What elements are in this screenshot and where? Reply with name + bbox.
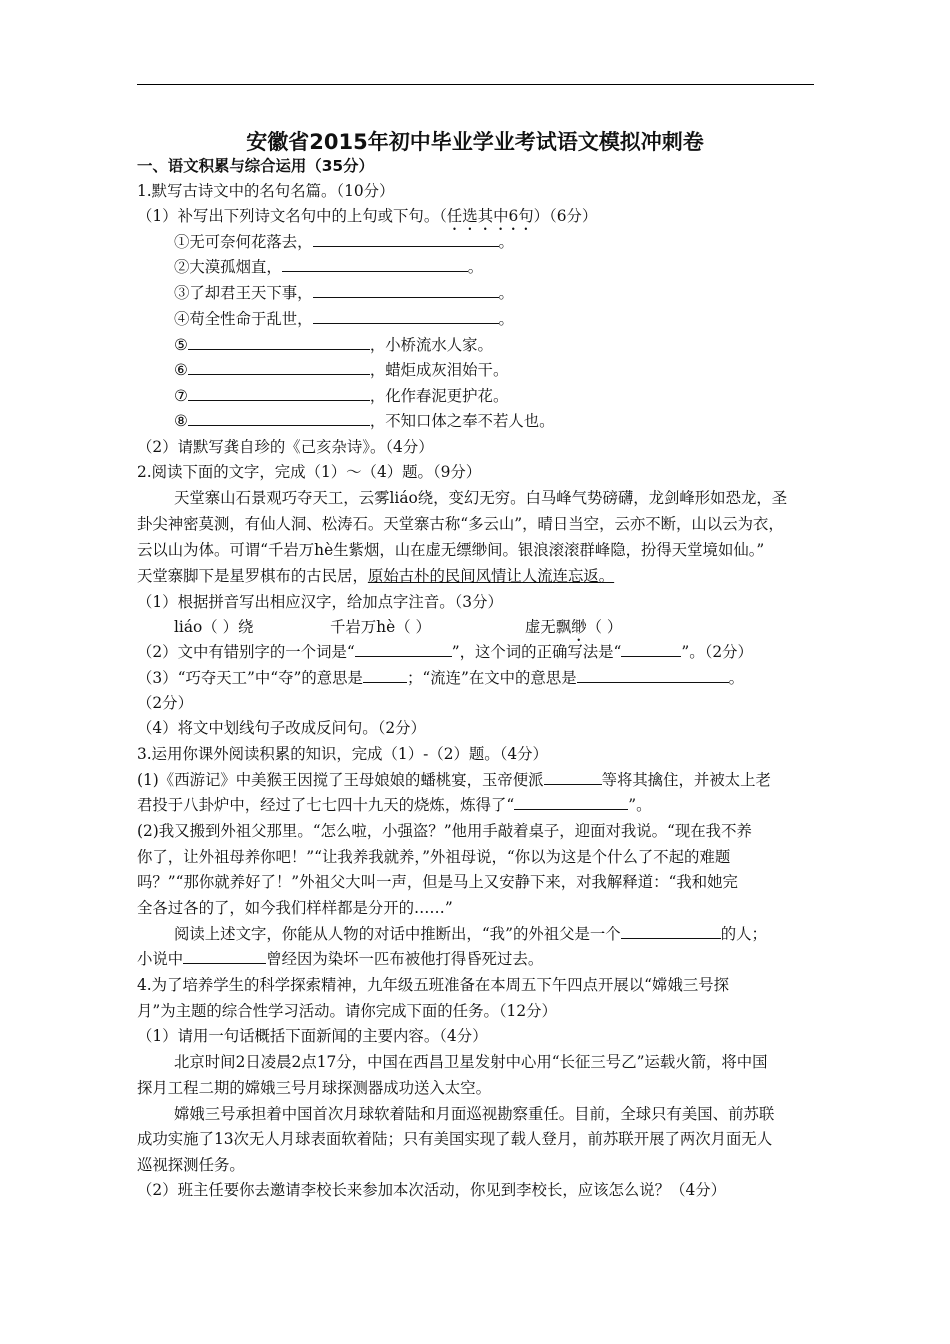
item-end: ，小桥流水人家。 <box>369 336 493 354</box>
answer-blank[interactable] <box>621 642 681 657</box>
pinyin-item-3 <box>525 618 622 636</box>
pinyin-row <box>174 617 622 645</box>
news-line: 巡视探测任务。 <box>137 1156 245 1174</box>
item-end: （ ） <box>586 618 623 636</box>
q3-part-2-question <box>174 924 767 944</box>
question-1-stem: 1.默写古诗文中的名句名篇。（10分） <box>137 182 395 200</box>
item-end: ，化作春泥更护花。 <box>369 387 509 405</box>
passage-line <box>137 566 614 586</box>
question-4-part-2: （2）班主任要你去邀请李校长来参加本次活动，你见到李校长，应该怎么说？（4分） <box>137 1181 727 1199</box>
item-end: 。 <box>498 233 514 251</box>
answer-blank[interactable] <box>621 924 721 939</box>
item-text: 等将其擒住，并被太上老 <box>601 771 771 789</box>
item-text: ”，这个词的正确写法是“ <box>451 643 622 661</box>
question-2-part-2 <box>137 642 753 662</box>
answer-blank[interactable] <box>282 257 468 272</box>
item-text: ①无可奈何花落去， <box>174 233 313 251</box>
answer-blank[interactable] <box>577 668 729 683</box>
item-text: 虚无飘 <box>525 618 572 636</box>
page-title: 安徽省2015年初中毕业学业考试语文模拟冲刺卷 <box>246 130 704 154</box>
q1-p1-emphasis: 任选其中6句 <box>446 207 534 225</box>
q1-item-5 <box>174 335 493 355</box>
item-text: ③了却君王天下事， <box>174 284 313 302</box>
passage-text: 天堂寨脚下是星罗棋布的古民居， <box>137 567 368 585</box>
question-1-part-2: （2）请默写龚自珍的《己亥杂诗》。（4分） <box>137 438 434 456</box>
item-end: 曾经因为染坏一匹布被他打得昏死过去。 <box>266 950 544 968</box>
passage-line: 卦尖神密莫测，有仙人洞、松涛石。天堂寨古称“多云山”，晴日当空，云亦不断，山以云为衣， <box>137 515 784 533</box>
section-heading: 一、语文积累与综合运用（35分） <box>137 157 374 175</box>
q3-part-2-line: 全各过各的了，如今我们样样都是分开的……” <box>137 899 453 917</box>
answer-blank[interactable] <box>313 232 499 247</box>
answer-blank[interactable] <box>544 770 602 785</box>
answer-blank[interactable] <box>363 668 407 683</box>
answer-blank[interactable] <box>188 335 370 350</box>
passage-line: 天堂寨山石景观巧夺天工，云雾liáo绕，变幻无穷。白马峰气势磅礴，龙剑峰形如恐龙，圣 <box>174 489 788 507</box>
q1-item-8 <box>174 411 555 431</box>
pinyin-item-1: liáo（ ）绕 <box>174 618 254 636</box>
answer-blank[interactable] <box>188 411 370 426</box>
question-4-part-1: （1）请用一句话概括下面新闻的主要内容。（4分） <box>137 1027 488 1045</box>
item-end: 。 <box>467 258 484 276</box>
question-2-part-3 <box>137 668 744 688</box>
item-text: (1)《西游记》中美猴王因搅了王母娘娘的蟠桃宴，玉帝便派 <box>137 771 544 789</box>
item-text: 君投于八卦炉中，经过了七七四十九天的烧炼，炼得了“ <box>137 796 515 814</box>
item-text: ⑥ <box>174 361 188 379</box>
question-1-part-1 <box>137 206 597 234</box>
question-2-part-3-score: （2分） <box>137 694 193 712</box>
q1-p1-text: （1）补写出下列诗文名句中的上句或下句。（ <box>137 207 447 225</box>
answer-blank[interactable] <box>313 283 499 298</box>
item-text: （2）文中有错别字的一个词是“ <box>137 643 355 661</box>
item-end: ，蜡炬成灰泪始干。 <box>369 361 509 379</box>
answer-blank[interactable] <box>355 642 452 657</box>
item-end: ”。（2分） <box>681 643 753 661</box>
item-text: 阅读上述文字，你能从人物的对话中推断出，“我”的外祖父是一个 <box>174 925 621 943</box>
answer-blank[interactable] <box>188 360 370 375</box>
item-end: 。 <box>498 310 514 328</box>
q1-item-3 <box>174 283 514 303</box>
q3-part-2-question-2 <box>137 949 543 969</box>
item-end: 。 <box>728 669 745 687</box>
question-3-stem: 3.运用你课外阅读积累的知识，完成（1）-（2）题。（4分） <box>137 745 548 763</box>
dotted-char: 缈 <box>571 618 587 636</box>
item-text: ⑦ <box>174 387 188 405</box>
answer-blank[interactable] <box>183 949 266 964</box>
answer-blank[interactable] <box>514 795 628 810</box>
item-text: ④苟全性命于乱世， <box>174 310 313 328</box>
item-end: ，不知口体之奉不若人也。 <box>369 412 555 430</box>
news-line: 探月工程二期的嫦娥三号月球探测器成功送入太空。 <box>137 1079 491 1097</box>
question-4-stem: 月”为主题的综合性学习活动。请你完成下面的任务。（12分） <box>137 1002 557 1020</box>
passage-line: 云以山为体。可谓“千岩万hè生紫烟，山在虚无缥缈间。银浪滚滚群峰隐，扮得天堂境如仙。” <box>137 541 765 559</box>
question-2-part-1: （1）根据拼音写出相应汉字，给加点字注音。（3分） <box>137 593 503 611</box>
question-2-part-4: （4）将文中划线句子改成反问句。（2分） <box>137 719 426 737</box>
q1-p1-score: ）（6分） <box>533 207 598 225</box>
item-end: ”。 <box>628 796 652 814</box>
answer-blank[interactable] <box>313 309 499 324</box>
answer-blank[interactable] <box>188 386 370 401</box>
q3-part-1-line-1 <box>137 770 771 790</box>
underlined-sentence: 原始古朴的民间风情让人流连忘返。 <box>367 567 615 585</box>
header-rule <box>137 84 814 85</box>
q1-item-6 <box>174 360 508 380</box>
q3-part-2-line: 吗？”“那你就养好了！”外祖父大叫一声，但是马上又安静下来，对我解释道：“我和她完 <box>137 873 738 891</box>
item-end: 的人； <box>720 925 767 943</box>
item-text: ②大漠孤烟直， <box>174 258 282 276</box>
question-2-stem: 2.阅读下面的文字，完成（1）～（4）题。（9分） <box>137 463 482 481</box>
item-text: ⑤ <box>174 336 188 354</box>
item-text: ⑧ <box>174 412 188 430</box>
item-end: 。 <box>498 284 514 302</box>
q3-part-1-line-2 <box>137 795 652 815</box>
q3-part-2-line: (2)我又搬到外祖父那里。“怎么啦，小强盗？”他用手敲着桌子，迎面对我说。“现在我不养 <box>137 822 752 840</box>
q3-part-2-line: 你了，让外祖母养你吧！”“让我养我就养，”外祖母说，“你以为这是个什么了不起的难题 <box>137 848 731 866</box>
item-text: ；“流连”在文中的意思是 <box>406 669 577 687</box>
pinyin-item-2: 千岩万hè（ ） <box>330 618 431 636</box>
item-text: 小说中 <box>137 950 184 968</box>
question-4-stem: 4.为了培养学生的科学探索精神，九年级五班准备在本周五下午四点开展以“嫦娥三号探 <box>137 976 730 994</box>
q1-item-1 <box>174 232 514 252</box>
q1-item-4 <box>174 309 514 329</box>
q1-item-2 <box>174 257 483 277</box>
news-line: 嫦娥三号承担着中国首次月球软着陆和月面巡视勘察重任。目前，全球只有美国、前苏联 <box>174 1105 775 1123</box>
q1-item-7 <box>174 386 508 406</box>
item-text: （3）“巧夺天工”中“夺”的意思是 <box>137 669 363 687</box>
news-line: 成功实施了13次无人月球表面软着陆；只有美国实现了载人登月，前苏联开展了两次月面无人 <box>137 1130 773 1148</box>
news-line: 北京时间2日凌晨2点17分，中国在西昌卫星发射中心用“长征三号乙”运载火箭，将中国 <box>174 1053 768 1071</box>
